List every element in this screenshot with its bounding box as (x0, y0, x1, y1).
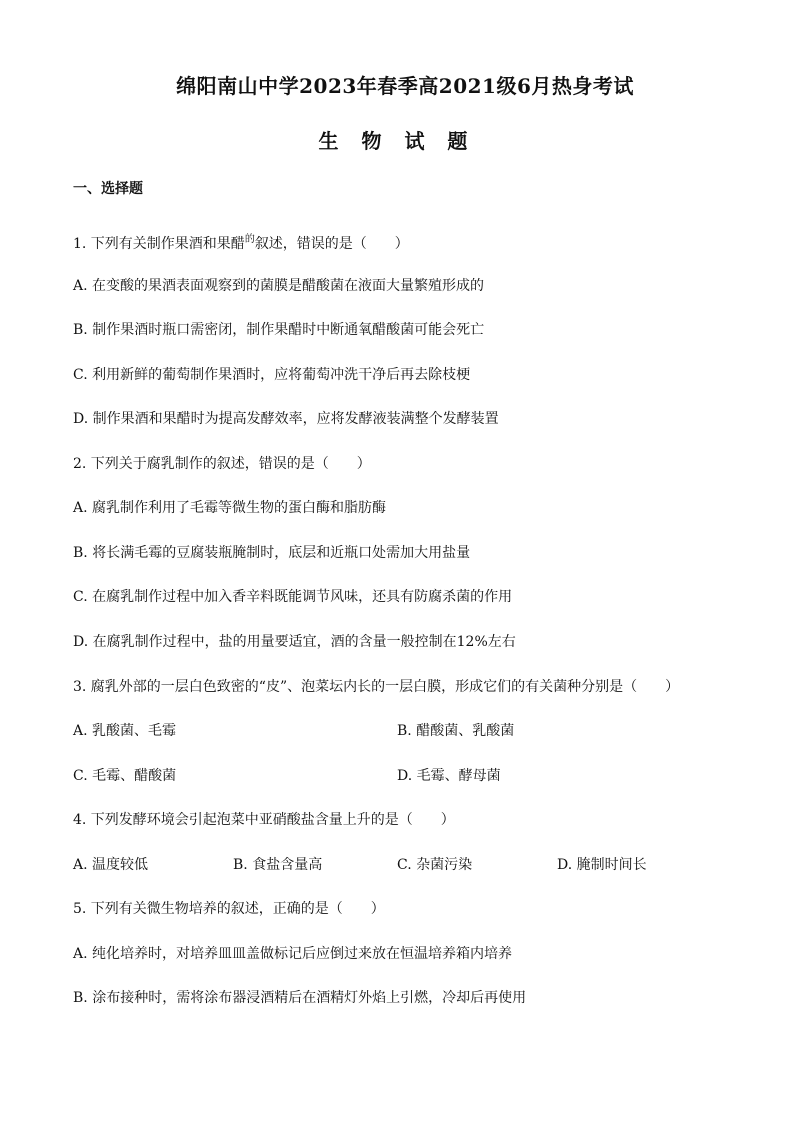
question-1-option-a: A. 在变酸的果酒表面观察到的菌膜是醋酸菌在液面大量繁殖形成的 (73, 278, 485, 294)
page-title: 绵阳南山中学2023年春季高2021级6月热身考试 (176, 74, 634, 98)
question-1-option-c: C. 利用新鲜的葡萄制作果酒时，应将葡萄冲洗干净后再去除枝梗 (73, 367, 471, 383)
question-1-stem (73, 231, 409, 253)
question-2-option-d: D. 在腐乳制作过程中，盐的用量要适宜，酒的含量一般控制在12%左右 (73, 634, 516, 650)
question-3-option-a: A. 乳酸菌、毛霉 (73, 723, 177, 739)
question-4-stem: 4. 下列发酵环境会引起泡菜中亚硝酸盐含量上升的是（ ） (73, 812, 455, 828)
question-2-stem: 2. 下列关于腐乳制作的叙述，错误的是（ ） (73, 456, 371, 472)
question-3-option-d: D. 毛霉、酵母菌 (397, 768, 501, 784)
question-4-option-a: A. 温度较低 (73, 857, 149, 873)
question-3-stem: 3. 腐乳外部的一层白色致密的“皮”、泡菜坛内长的一层白膜，形成它们的有关菌种分别是（ ） (73, 679, 680, 695)
question-4-option-b: B. 食盐含量高 (233, 857, 323, 873)
section-heading: 一、选择题 (73, 181, 143, 197)
question-5-option-a: A. 纯化培养时，对培养皿皿盖做标记后应倒过来放在恒温培养箱内培养 (73, 946, 513, 962)
question-1-stem-superscript: 的 (244, 234, 255, 245)
question-1-option-d: D. 制作果酒和果醋时为提高发酵效率，应将发酵液装满整个发酵装置 (73, 411, 499, 427)
question-2-option-a: A. 腐乳制作利用了毛霉等微生物的蛋白酶和脂肪酶 (73, 500, 387, 516)
page-subtitle: 生 物 试 题 (318, 129, 476, 153)
question-5-stem: 5. 下列有关微生物培养的叙述，正确的是（ ） (73, 901, 385, 917)
question-2-option-b: B. 将长满毛霉的豆腐装瓶腌制时，底层和近瓶口处需加大用盐量 (73, 545, 471, 561)
question-1-stem-text: 1. 下列有关制作果酒和果醋 (73, 236, 245, 252)
question-1-option-b: B. 制作果酒时瓶口需密闭，制作果醋时中断通氧醋酸菌可能会死亡 (73, 322, 485, 338)
question-2-option-c: C. 在腐乳制作过程中加入香辛料既能调节风味，还具有防腐杀菌的作用 (73, 589, 513, 605)
question-5-option-b: B. 涂布接种时，需将涂布器浸酒精后在酒精灯外焰上引燃，冷却后再使用 (73, 990, 527, 1006)
question-4-option-c: C. 杂菌污染 (397, 857, 473, 873)
question-3-option-b: B. 醋酸菌、乳酸菌 (397, 723, 515, 739)
question-1-stem-text-end: 叙述，错误的是（ ） (254, 236, 409, 252)
question-4-option-d: D. 腌制时间长 (557, 857, 647, 873)
question-3-option-c: C. 毛霉、醋酸菌 (73, 768, 177, 784)
